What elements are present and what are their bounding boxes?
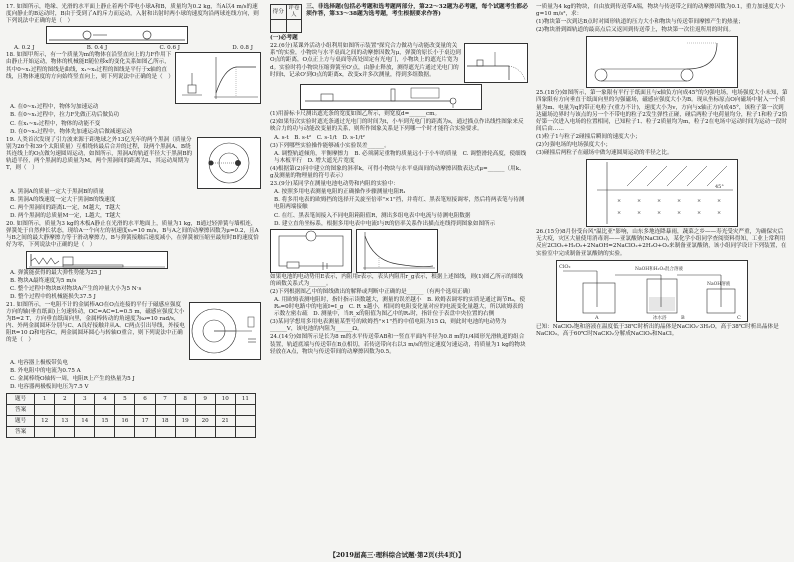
svg-text:×: × [617,210,622,217]
label-c: C [737,314,741,321]
q24-part-1: (1)物块第一次到达B点时对圆形轨道的压力大小和物块与传送带间摩擦产生的热量； [536,19,744,26]
label-b: B [681,314,685,321]
q19-option-c: C. 两个黑洞间的距离L一定，M越大，T越大 [10,204,121,211]
score-box: 得分 评卷人 [270,4,302,33]
two-balls-diagram [47,27,187,43]
q17-option-b: B. 0.4 J [86,45,108,52]
svg-text:×: × [637,210,642,217]
figure-q23-circuit [270,229,352,273]
q20-option-b: B. 物块A最终速度为5 m/s [10,277,77,284]
q21-option-d: D. 电容器两极板间电压为7.5 V [10,384,89,391]
column-left [6,4,261,438]
q24-continued: 一质量为4 kg的物块，自由放到传送带A端，物块与传送带之间的动摩擦因数为0.1，重力加速度大小g=10 m/s²，求： [536,4,785,18]
label-naoh-h2o2: NaOH和H₂O₂混合溶液 [635,266,683,272]
spring-block-diagram [27,252,167,268]
q19-option-d: D. 两个黑洞的总质量M一定，L越大，T越大 [10,213,121,220]
question-18: 18. 如图甲所示，有一个质量为m的物体在沿竖直向上的力F作用下由静止开始运动，物体的机械能E随位移x的变化关系如图乙所示，其中0~x₁过程的图线是曲线，x₁~x₂过程的图线是平行于x轴的直线，且物体速度的方向始终竖直向上，则下列说法中正确的是（ ） [6,52,174,80]
svg-text:×: × [657,198,662,205]
svg-text:×: × [717,198,722,205]
q22-options: A. s-t B. s-t² C. s-1/t D. s-1/t² [274,134,365,141]
answer-table-row-answers-1[interactable]: 答案 [7,405,256,416]
q23-part-1: 如果电池的电动势用E表示，内阻用r表示，表头内阻用r_g表示，根据上述图线，则(1)图乙所示的图线的函数关系式为______。 [270,273,524,287]
answer-table [6,393,256,438]
q23-step-d: D. 建立直角坐标系，根据多用电表中电流I与R的倍率关系作出描点连线得到图象如图所示 [274,220,496,227]
photogate-track-diagram [301,85,481,109]
q17-option-d: D. 0.8 J [232,45,253,52]
label-clo2: ClO₂ [559,263,571,270]
q26-note: 已知：NaClO₂饱和溶液在温度低于38℃时析出的晶体是NaClO₂·3H₂O，高于38℃时析出晶体是NaClO₂，高于60℃时NaClO₂分解成NaClO₃和NaCl。 [536,323,779,337]
svg-text:×: × [637,198,642,205]
q25-part-1: (1)粒子1与粒子2碰撞后瞬间的速度大小； [536,133,641,140]
conveyor-belt-track-diagram [587,37,737,87]
q17-option-c: C. 0.6 J [159,45,181,52]
svg-text:×: × [697,210,702,217]
q18-option-a: A. 在0~x₁过程中，物体匀加速运动 [10,104,99,111]
field-angle-label: 45° [715,184,724,191]
q18-options [6,104,261,135]
figure-q19 [197,137,261,189]
q25-part-3: (3)碰撞后两粒子在磁场中做匀速圆周运动的半径之比。 [536,150,673,157]
label-naoh: NaOH溶液 [707,281,731,287]
q22-part-3: (3)下列哪些实验操作能够减小实验误差______。 [270,142,390,149]
q20-option-c: C. 整个过程中物块B对物块A产生的冲量大小为5 N·s [10,285,142,292]
q22-part-1: (1)用游标卡尺测出遮光条的宽度如图乙所示，则宽度d=______cm。 [270,111,441,118]
q18-option-d: D. 在0~x₂过程中，物体先加速运动后做减速运动 [10,128,133,135]
q23-step-c: C. 在红、黑表笔间接入不同电阻箱阻值R，测出多组电表中电流与待测电阻数据 [274,212,471,219]
subsection-required: (一)必考题 [270,35,298,42]
q23-part-2: (2)下列根据图乙中的图线做出的解释或判断中正确的是______（有两个选项正确） [270,288,474,295]
question-26: 26.(15分)8月份受台风"温比亚"影响，山东多地连降暴雨，蔬菜之乡——寿光受灾严重，为确保灾后无大疫，灾区大量使用消毒剂——亚氯酸钠(NaClO₂)，某化学小组同学查阅资料得知，工业上常利用反应2ClO₂+H₂O₂+2NaOH=2NaClO₂+2H₂O+O₂来制备亚氯酸钠，该小组同学设计下列装置，在实验室中完成制备亚氯酸钠的实验。 [536,229,787,257]
answer-table-row-numbers-1: 题号 1 2 3 4 5 6 7 8 9 10 11 [7,394,256,405]
svg-text:×: × [697,198,702,205]
question-25: 25.(18分)如图所示，第一象限有平行于纸面且与x轴负方向成45°的匀强电场，电场强度大小未知，第四象限有方向垂直于纸面向里的匀强磁场，磁感应强度大小为B。现从坐标原点O向磁场中射入一个质量为m、电量为q的带正电粒子(重力不计)，速度大小为v，方向与x轴正方向成45°，该粒子第一次到达磁场边界时与该点的另一个不带电的粒子2发生弹性正碰，碰后两粒子电荷量均分，粒子1和粒子2恰好第一次进入电场的位置相同，已知粒子1、粒子2质量均为m，粒子2在电场中运动时间为运动一段时间后由…… [536,90,788,132]
q21-option-a: A. 电容器上极板带负电 [10,359,68,366]
q21-option-b: B. 外电阻中的电流为0.75 A [10,367,81,374]
question-19: 19. 人类首次发现了引力波来源于距地球之外13亿光年的两个黑洞（质量分别为26个和39个太阳质量）互相绕转最后合并的过程，设两个黑洞A、B绕其连线上的O点做匀速圆周运动，如图所示，黑洞A的轨道半径大于黑洞B的轨道半径，两个黑洞的总质量为M，两个黑洞间的距离为L，其运动周期为T，则（ ） [6,136,193,172]
figure-q22-apparatus [300,84,482,110]
q20-option-d: D. 整个过程中的机械能损失37.5 J [10,293,96,300]
question-23: 23.(9分)某同学在测量电池电动势和内阻的实验中： [270,181,399,188]
svg-text:×: × [657,210,662,217]
label-a: A [595,314,599,321]
page-footer: 【2019届高三·理科综合试题·第2页(共4页)】 [329,551,465,559]
q18-option-b: B. 在0~x₁过程中，拉力F先做正功后做负功 [10,112,120,119]
figure-q20 [26,251,168,269]
question-21: 21. 如图所示，一电阻不计的金属棒AO在O点连接的平行于磁感应强度方向的轴(垂直纸面)上匀速转动，OC=AC=L=0.5 m，磁感应强度大小为B=2 T，方向垂直纸面向里，金属棒转动的角速度为ω=10 rad/s，内、外两金属圆环分别与C、A良好接触并从A、C两点引出导线，外接电阻R=10 Ω和电容C，两金属圆环圆心与转轴O重合，则下列说法中正确的是（ ） [6,301,185,344]
q23-step-a: A. 按照多用电表测量电阻的正确操作步骤测量电阻R₁ [274,189,406,196]
question-20: 20. 如图所示，质量为3 kg的木板A静止在光滑的水平地面上，质量为1 kg，B通过轻弹簧与墙相连，弹簧处于自然伸长状态，现给A一个向左的初速度v₀=10 m/s，B与A之间的动摩擦因数为μ=0.2，且A与B之间的最大静摩擦力等于滑动摩擦力，B与弹簧接触后速度减小，在弹簧被压缩至最短时B的速度恰好为零，下列说法中正确的是（ ） [6,221,259,249]
question-17: 17. 如图所示，绝缘、光滑的水平面上静止着两个带电小球A和B，质量均为0.2 kg，当A以4 m/s的速度向静止的B运动时，B由于受到了A的斥力而运动，入射和出射时两小球的速度均沿两球连线方向，则下列说法中正确的是（ ） [6,4,259,25]
q23-step-b: B. 将多用电表的欧姆挡的选择开关旋至倍率"×1"挡，并将红、黑表笔短接调零，然后将两表笔与待测电阻两端接触 [274,197,525,211]
figure-q17 [46,26,188,44]
figure-q21 [189,302,261,360]
svg-text:×: × [677,210,682,217]
q18-option-c: C. 在x₁~x₂过程中，物体的动能不变 [10,120,101,127]
q21-option-c: C. 金属棒绕O轴转一周，电阻R上产生的热量为5 J [10,376,135,383]
q23-part-3: (3)某同学想用多用电表测量某型号的欧姆挡"×1"挡的中值电阻为15 Ω，则此时电池的电动势为______V，该电池的内阻为______Ω。 [270,319,507,333]
energy-position-graph [176,53,260,103]
q19-options [6,189,261,220]
figure-q22 [464,43,528,83]
figure-q25 [586,159,738,227]
svg-text:×: × [677,198,682,205]
q19-option-b: B. 黑洞A的线速度一定大于黑洞B的线速度 [10,196,116,203]
figure-q24 [586,36,738,88]
column-middle [270,4,528,357]
section-header [270,4,528,33]
figure-q18 [175,52,261,104]
q22-part-4: (4)根据第(2)问中建立的图象的斜率k，可得小物块与水平桌面间的动摩擦因数表达式μ=______（用k、g及测量的物理量的符号表示） [270,165,525,180]
q20-options [6,270,261,301]
figure-q26 [556,260,748,322]
q22-part-3-options: A. 调整轨道倾角，平衡摩擦力 B. 必须满足重物的质量远小于小车的质量 C. 调整滑轮高度，使细线与木板平行 D. 增大遮光片宽度 [274,150,527,164]
q22-part-2: (2)如果每次实验时遮光条通过光电门的时间为t，小车到光电门的距离为s，通过描点作出线性图象来反映合力的功与动能改变量的关系，则所作图象关系是下列哪一个时才能符合实验要求。 [270,119,524,133]
answer-table-row-numbers-2: 题号 12 13 14 15 16 17 18 19 20 21 [7,416,256,427]
rotating-rod-circuit-diagram [190,303,260,359]
binary-black-hole-diagram [198,138,260,188]
answer-table-row-answers-2[interactable]: 答案 [7,427,256,438]
svg-text:×: × [617,198,622,205]
question-24: 24.(14分)如图所示是长为8 m的水平传送带AB和一竖直平面内半径为0.8 m的1/4圆形光滑轨道的组合装置，轨道底端与传送带在B点相切，若传送带向右以3 m/s的恒定速度匀速运动，将质量为1 kg的物块轻放在A点，物块与传送带间的动摩擦因数为0.5。 [270,334,526,355]
column-right [536,4,788,339]
q19-option-a: A. 黑洞A的质量一定大于黑洞B的质量 [10,188,105,195]
q21-options [6,360,261,391]
field-region-diagram [587,160,737,226]
figure-q23-graph [356,229,438,273]
ohmmeter-circuit-diagram [271,230,351,272]
q24-part-2: (2)物块滑到圆轨道的最高点后又返回到传送带上，物块第一次往返所用的时间。 [536,27,735,34]
svg-text:×: × [717,210,722,217]
q25-part-2: (2)匀强电场的电场强度大小； [536,142,612,149]
friction-table-diagram [465,44,527,82]
current-resistance-graph [357,230,437,272]
question-22: 22.(6分)某课外活动小组利用如图所示装置"探究合力做功与动能改变量的关系"的实验，小物块与水平桌面之间的动摩擦因数为μ，弹簧的原长小于桌边到O点的距离，O点正上方与桌面等高处固定有光电门，小物块上的遮光片宽为d。实验时将小物块压缩弹簧至O'点，由静止释放，测得遮光片通过光电门的时间t，记录O'到O点的距离x，改变x并多次测量，得到多组数据。 [270,43,461,78]
chemistry-apparatus-diagram [557,261,747,321]
q17-option-a: A. 0.2 J [14,45,35,52]
label-ice-bath: 冰水浴 [653,315,667,321]
q23-part-2-options: A. 用欧姆表测电阻时，指针指示读数越大，测量的误差越小 B. 欧姆表调零的实质是通过调节R₀，使R₀=0时电路中的电流I=I_g C. R_x越小，相同的电阻变化量对应的电流变化量越大，所以欧姆表的示数左密右疏 D. 测量中，当R_x的阻值为图乙中的R₂时，指针位于表盘中央位置的右侧 [274,296,526,318]
section-title: 三、非选择题(包括必考题和选考题两部分，第22～32题为必考题，每个试题考生都必须作答，第33～38题为选考题，考生根据要求作答) [306,4,528,17]
q20-option-a: A. 弹簧能获得的最大弹性势能为25 J [10,269,102,276]
